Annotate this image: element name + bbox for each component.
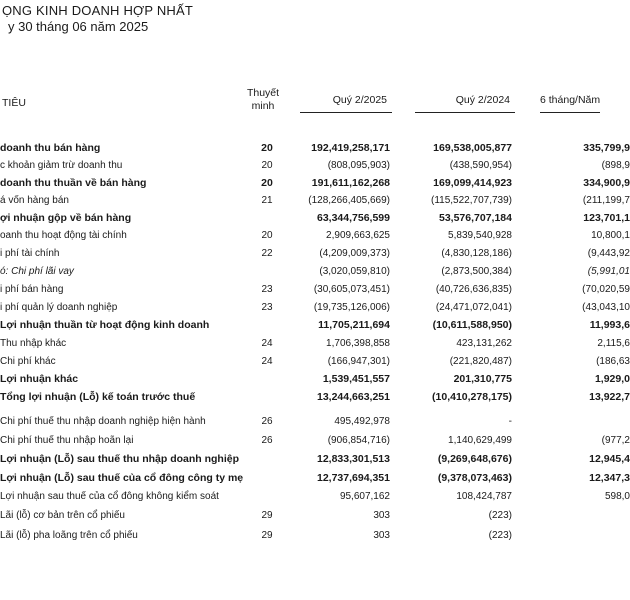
row-label: Chi phí thuế thu nhập doanh nghiệp hiện hành — [0, 416, 206, 427]
table-row — [0, 141, 630, 156]
value-6-months: (70,020,59 — [582, 284, 630, 295]
value-6-months: 2,115,6 — [597, 338, 630, 349]
note-number: 20 — [261, 142, 273, 154]
table-row — [0, 433, 630, 448]
value-q2-2025: 95,607,162 — [339, 491, 390, 502]
table-row — [0, 193, 630, 208]
value-q2-2024: 5,839,540,928 — [448, 230, 512, 241]
value-q2-2024: (40,726,636,835) — [435, 284, 512, 295]
value-6-months: (186,63 — [596, 356, 630, 367]
note-number: 20 — [261, 177, 273, 189]
value-q2-2024: 201,310,775 — [453, 373, 512, 385]
note-number: 29 — [261, 530, 273, 541]
table-row — [0, 282, 630, 297]
value-q2-2025: (808,095,903) — [327, 160, 390, 171]
value-6-months: 598,0 — [604, 491, 630, 502]
value-6-months: (5,991,01 — [587, 266, 630, 277]
row-label: Lợi nhuận (Lỗ) sau thuế thu nhập doanh nghiệp — [0, 453, 240, 465]
report-date: y 30 tháng 06 năm 2025 — [8, 19, 149, 34]
row-label: doanh thu bán hàng — [0, 142, 101, 154]
row-label: i phí tài chính — [0, 248, 60, 259]
value-q2-2024: (223) — [488, 530, 512, 541]
table-row — [0, 414, 600, 429]
value-q2-2025: 191,611,162,268 — [311, 177, 390, 189]
column-header-thuyet-minh: Thuyết minh — [246, 87, 280, 112]
value-6-months: 1,929,0 — [594, 373, 630, 385]
table-row — [0, 264, 630, 279]
value-q2-2025: 495,492,978 — [334, 416, 390, 427]
value-6-months: (211,199,7 — [582, 195, 630, 206]
value-q2-2024: (221,820,487) — [449, 356, 512, 367]
value-q2-2024: (10,410,278,175) — [432, 391, 512, 403]
column-header-q2-2024: Quý 2/2024 — [455, 94, 510, 106]
note-number: 26 — [261, 416, 273, 427]
note-number: 23 — [261, 284, 273, 295]
value-q2-2025: (19,735,126,006) — [313, 302, 390, 313]
value-q2-2025: 12,833,301,513 — [317, 453, 390, 465]
row-label: á vốn hàng bán — [0, 195, 69, 206]
value-q2-2025: 11,705,211,694 — [318, 319, 390, 331]
note-number: 22 — [261, 248, 273, 259]
value-6-months: 12,347,3 — [589, 472, 630, 484]
row-label: doanh thu thuần về bán hàng — [0, 177, 147, 189]
table-row — [0, 528, 600, 543]
row-label: Chi phí khác — [0, 356, 56, 367]
value-q2-2024: (438,590,954) — [449, 160, 512, 171]
row-label: c khoản giảm trừ doanh thu — [0, 160, 123, 171]
value-6-months: 11,993,6 — [589, 319, 630, 331]
value-6-months: 123,701,1 — [583, 212, 630, 224]
table-row — [0, 372, 630, 387]
value-6-months: 12,945,4 — [589, 453, 630, 465]
column-header-q2-2025: Quý 2/2025 — [332, 94, 387, 106]
note-number: 21 — [261, 195, 273, 206]
row-label: Thu nhập khác — [0, 338, 67, 349]
row-label: Tổng lợi nhuận (Lỗ) kế toán trước thuế — [0, 391, 196, 403]
header-underline — [300, 112, 392, 113]
value-6-months: (43,043,10 — [582, 302, 630, 313]
value-q2-2025: 303 — [373, 510, 390, 521]
table-row — [0, 176, 630, 191]
row-label: oanh thu hoạt động tài chính — [0, 230, 127, 241]
table-row — [0, 300, 630, 315]
value-q2-2025: (166,947,301) — [327, 356, 390, 367]
header-underline — [540, 112, 600, 113]
row-label: Lợi nhuận sau thuế của cổ đông không kiểm soát — [0, 491, 219, 502]
table-row — [0, 390, 630, 405]
note-number: 26 — [261, 435, 273, 446]
table-row — [0, 508, 600, 523]
note-number: 20 — [261, 230, 273, 241]
row-label: i phí bán hàng — [0, 284, 64, 295]
value-q2-2025: 192,419,258,171 — [311, 142, 390, 154]
table-row — [0, 452, 630, 467]
value-6-months: 335,799,9 — [583, 142, 630, 154]
row-label: i phí quản lý doanh nghiệp — [0, 302, 118, 313]
row-label: Lãi (lỗ) pha loãng trên cổ phiếu — [0, 530, 138, 541]
value-q2-2024: (223) — [488, 510, 512, 521]
header-underline — [415, 112, 515, 113]
table-row — [0, 246, 630, 261]
row-label: ó: Chi phí lãi vay — [0, 266, 74, 277]
column-header-6-months: 6 tháng/Năm — [540, 94, 601, 106]
value-q2-2025: (30,605,073,451) — [313, 284, 390, 295]
row-label: Chi phí thuế thu nhập hoãn lại — [0, 435, 134, 446]
table-row — [0, 471, 630, 486]
value-q2-2025: (128,266,405,669) — [308, 195, 390, 206]
value-q2-2024: (24,471,072,041) — [435, 302, 512, 313]
value-q2-2024: 169,099,414,923 — [433, 177, 512, 189]
value-q2-2024: 53,576,707,184 — [439, 212, 512, 224]
table-row — [0, 158, 630, 173]
value-6-months: 10,800,1 — [591, 230, 630, 241]
value-q2-2025: 12,737,694,351 — [317, 472, 390, 484]
value-q2-2025: 13,244,663,251 — [317, 391, 390, 403]
table-row — [0, 336, 630, 351]
value-q2-2025: 2,909,663,625 — [326, 230, 390, 241]
row-label: Lợi nhuận thuần từ hoạt động kinh doanh — [0, 319, 210, 331]
note-number: 24 — [261, 356, 273, 367]
column-header-chi-tieu: TIÊU — [2, 97, 26, 109]
note-number: 20 — [261, 160, 273, 171]
value-q2-2025: (3,020,059,810) — [319, 266, 390, 277]
value-q2-2024: 169,538,005,877 — [433, 142, 512, 154]
value-6-months: (977,2 — [601, 435, 630, 446]
value-q2-2024: (9,269,648,676) — [437, 453, 512, 465]
table-row — [0, 228, 630, 243]
value-q2-2024: (4,830,128,186) — [441, 248, 512, 259]
row-label: Lãi (lỗ) cơ bản trên cổ phiếu — [0, 510, 125, 521]
row-label: ợi nhuận gộp về bán hàng — [0, 212, 132, 224]
value-q2-2024: (115,522,707,739) — [431, 195, 512, 206]
table-row — [0, 354, 630, 369]
value-6-months: (898,9 — [601, 160, 630, 171]
value-q2-2025: 1,539,451,557 — [322, 373, 390, 385]
value-q2-2024: (9,378,073,463) — [437, 472, 512, 484]
value-q2-2024: 1,140,629,499 — [448, 435, 512, 446]
value-q2-2025: 303 — [373, 530, 390, 541]
table-row — [0, 211, 630, 226]
value-q2-2025: 1,706,398,858 — [326, 338, 390, 349]
value-q2-2024: (10,611,588,950) — [432, 319, 512, 331]
value-q2-2024: (2,873,500,384) — [441, 266, 512, 277]
row-label: Lợi nhuận (Lỗ) sau thuế của cổ đông công ty mẹ — [0, 472, 244, 484]
row-label: Lợi nhuận khác — [0, 373, 79, 385]
value-6-months: (9,443,92 — [587, 248, 630, 259]
note-number: 29 — [261, 510, 273, 521]
value-q2-2024: 423,131,262 — [456, 338, 512, 349]
table-row — [0, 318, 630, 333]
value-6-months: 13,922,7 — [589, 391, 630, 403]
value-q2-2024: 108,424,787 — [456, 491, 512, 502]
value-6-months: 334,900,9 — [583, 177, 630, 189]
value-q2-2025: 63,344,756,599 — [317, 212, 390, 224]
table-row — [0, 489, 630, 504]
value-q2-2025: (4,209,009,373) — [319, 248, 390, 259]
report-title: ỌNG KINH DOANH HỢP NHẤT — [2, 3, 194, 18]
note-number: 23 — [261, 302, 273, 313]
value-q2-2024: - — [508, 416, 512, 427]
value-q2-2025: (906,854,716) — [327, 435, 390, 446]
note-number: 24 — [261, 338, 273, 349]
